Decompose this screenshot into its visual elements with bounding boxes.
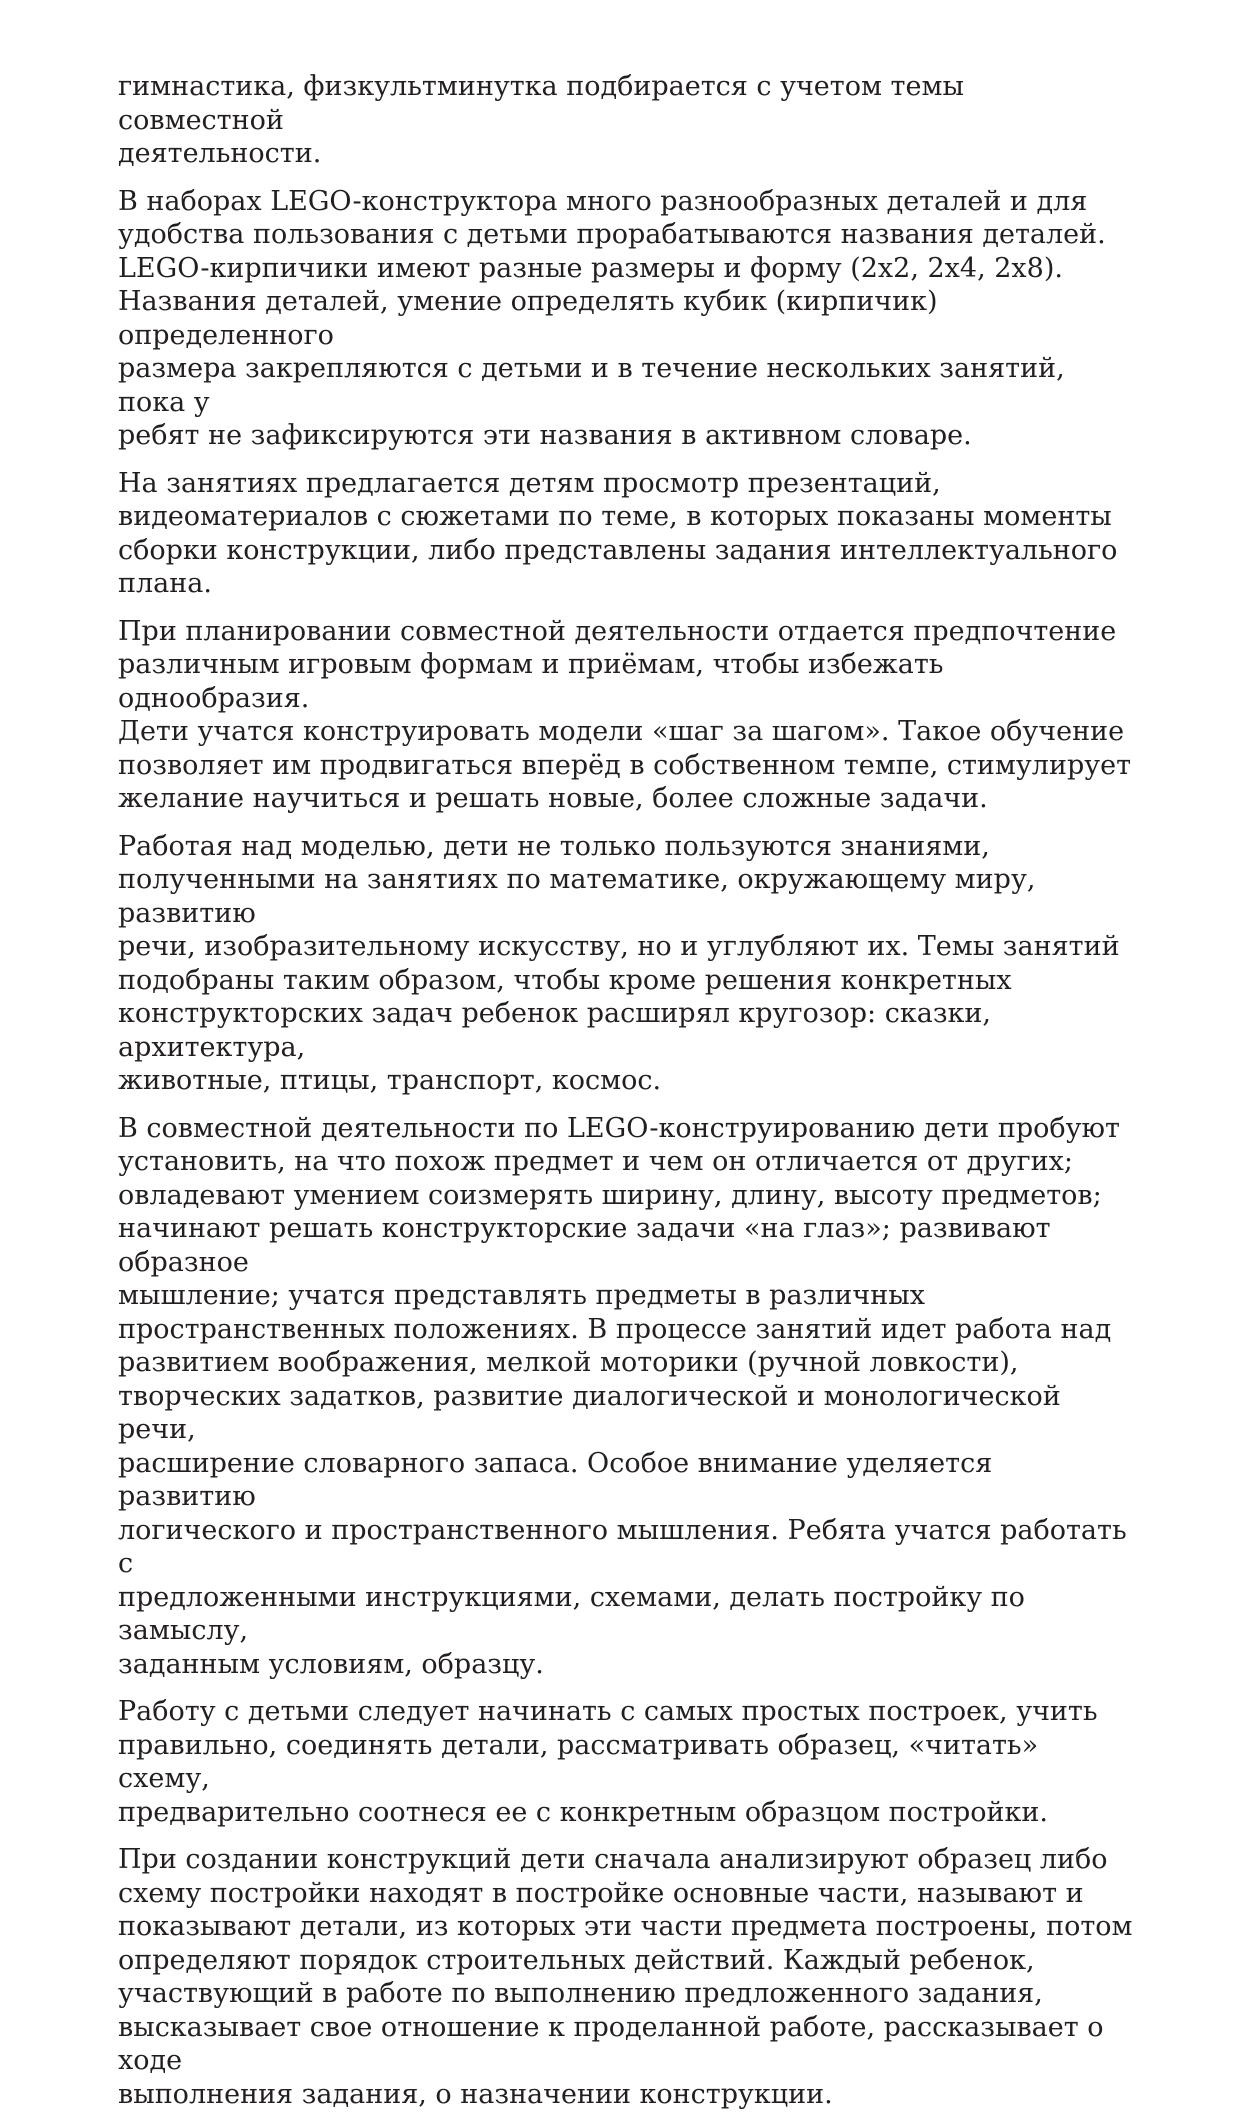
paragraph: В совместной деятельности по LEGO-конструированию дети пробуют установить, на что похож предмет и чем он отличается от других; овладевают умением соизмерять ширину, длину, высоту предметов; начинают решать конструкторские задачи «на глаз»; развивают образное мышление; учатся представлять предметы в различных пространственных положениях. В процессе занятий идет работа над развитием воображения, мелкой моторики (ручной ловкости), творческих задатков, развитие диалогической и монологической речи, расширение словарного запаса. Особое внимание уделяется развитию логического и пространственного мышления. Ребята учатся работать с предложенными инструкциями, схемами, делать постройку по замыслу, заданным условиям, образцу. bbox=[118, 1112, 1127, 1680]
paragraph: На занятиях предлагается детям просмотр презентаций, видеоматериалов с сюжетами по теме, в которых показаны моменты сборки конструкции, либо представлены задания интеллектуального плана. bbox=[118, 467, 1118, 599]
paragraph: При создании конструкций дети сначала анализируют образец либо схему постройки находят в постройке основные части, называют и показывают детали, из которых эти части предмета построены, потом определяют порядок строительных действий. Каждый ребенок, участвующий в работе по выполнению предложенного задания, высказывает свое отношение к проделанной работе, рассказывает о ходе выполнения задания, о назначении конструкции. bbox=[118, 1844, 1133, 2110]
paragraph: гимнастика, физкультминутка подбирается с учетом темы совместной деятельности. bbox=[118, 71, 964, 169]
paragraph: Работу с детьми следует начинать с самых простых построек, учить правильно, соединять детали, рассматривать образец, «читать» схему, предварительно соотнеся ее с конкретным образцом постройки. bbox=[118, 1696, 1098, 1828]
paragraph: В наборах LEGO-конструктора много разнообразных деталей и для удобства пользования с детьми прорабатываются названия деталей. LEGO-кирпичики имеют разные размеры и форму (2х2, 2х4, 2х8). Названия деталей, умение определять кубик (кирпичик) определенного размера закрепляются с детьми и в течение нескольких занятий, пока у ребят не зафиксируются эти названия в активном словаре. bbox=[118, 185, 1106, 451]
document-page bbox=[118, 70, 1138, 2125]
paragraph: Работая над моделью, дети не только пользуются знаниями, полученными на занятиях по математике, окружающему миру, развитию речи, изобразительному искусству, но и углубляют их. Темы занятий подобраны таким образом, чтобы кроме решения конкретных конструкторских задач ребенок расширял кругозор: сказки, архитектура, животные, птицы, транспорт, космос. bbox=[118, 830, 1120, 1096]
paragraph: При планировании совместной деятельности отдается предпочтение различным игровым формам и приёмам, чтобы избежать однообразия. Дети учатся конструировать модели «шаг за шагом». Такое обучение позволяет им продвигаться вперёд в собственном темпе, стимулирует желание научиться и решать новые, более сложные задачи. bbox=[118, 615, 1132, 814]
